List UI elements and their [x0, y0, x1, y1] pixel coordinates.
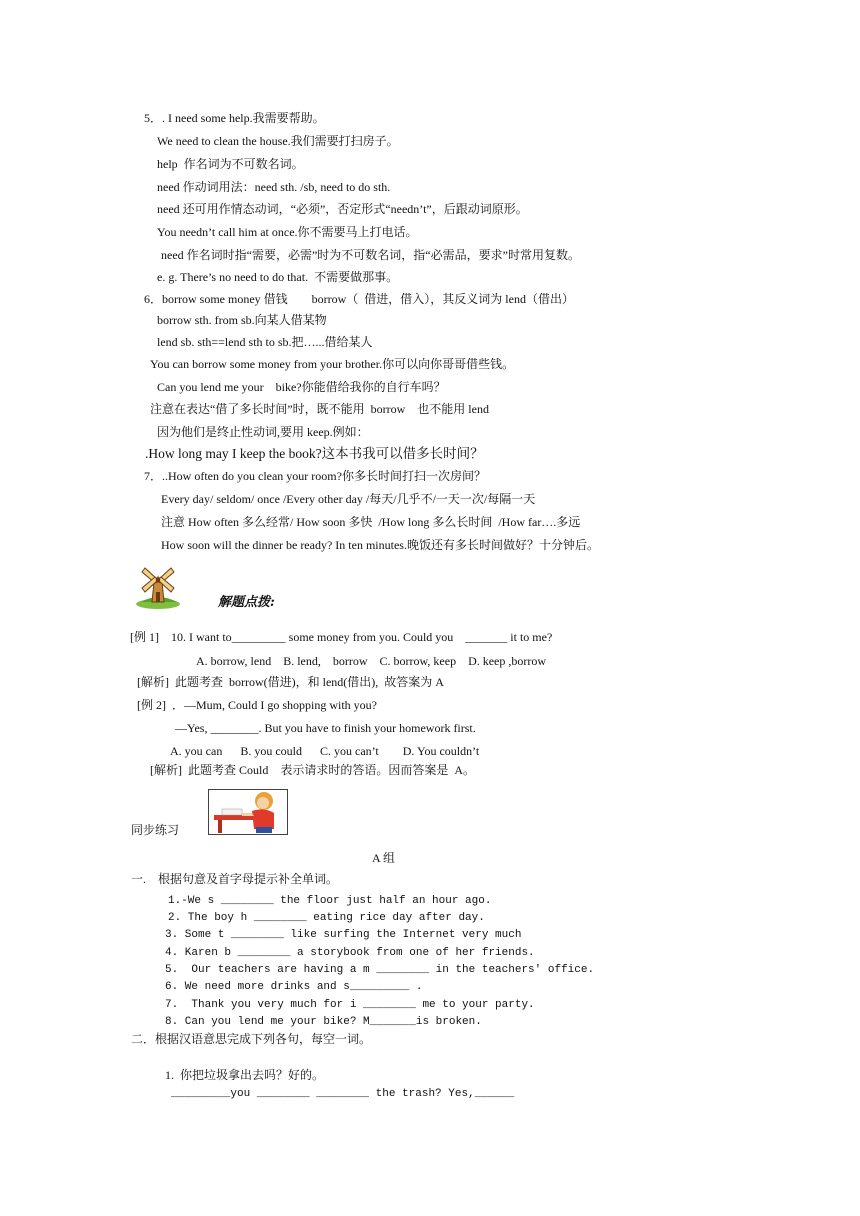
group-title: A 组 — [372, 851, 396, 865]
example-2-question: [例 2] ．—Mum, Could I go shopping with you? — [137, 698, 377, 712]
exercise-item: 4. Karen b ________ a storybook from one of her friends. — [165, 947, 535, 959]
note-line: need 作名词时指“需要，必需”时为不可数名词，指“必需品，要求”时常用复数。 — [161, 248, 580, 262]
note-line: 因为他们是终止性动词,要用 keep.例如： — [157, 425, 369, 439]
note-line: Can you lend me your bike?你能借给我你的自行车吗？ — [157, 380, 446, 394]
note-line: 注意 How often 多么经常/ How soon 多快 /How long 多么长时间 /How far….多远 — [161, 515, 581, 529]
note-line: borrow sth. from sb.向某人借某物 — [157, 313, 327, 327]
note-6-title: 6．borrow some money 借钱 borrow（ 借进，借入），其反义词为 lend（借出） — [144, 292, 574, 306]
note-line: need 作动词用法：need sth. /sb, need to do sth. — [157, 180, 391, 194]
exercise-item: 1.-We s ________ the floor just half an hour ago. — [168, 895, 492, 907]
translation-prompt: 1. 你把垃圾拿出去吗？好的。 — [165, 1068, 325, 1082]
note-line: .How long may I keep the book?这本书我可以借多长时间？ — [145, 446, 484, 461]
exercise-item: 8. Can you lend me your bike? M_______is broken. — [165, 1016, 482, 1028]
practice-label: 同步练习 — [131, 823, 180, 837]
translation-blanks: _________you ________ ________ the trash? Yes,______ — [171, 1088, 515, 1100]
note-line: We need to clean the house.我们需要打扫房子。 — [157, 134, 399, 148]
student-at-desk-picture — [208, 789, 288, 835]
exercise-item: 5. Our teachers are having a m ________ in the teachers' office. — [165, 964, 595, 976]
note-line: Every day/ seldom/ once /Every other day /每天/几乎不/一天一次/每隔一天 — [161, 492, 536, 506]
example-2-analysis: [解析] 此题考查 Could 表示请求时的答语。因而答案是 A。 — [150, 763, 475, 777]
exercise-item: 6. We need more drinks and s_________ . — [165, 981, 423, 993]
example-1-analysis: [解析] 此题考查 borrow(借进)，和 lend(借出), 故答案为 A — [137, 675, 444, 689]
note-line: need 还可用作情态动词，“必须”，否定形式“needn’t”，后跟动词原形。 — [157, 202, 528, 216]
note-line: help 作名词为不可数名词。 — [157, 157, 304, 171]
exercise-item: 3. Some t ________ like surfing the Internet very much — [165, 929, 522, 941]
exercise-item: 7. Thank you very much for i ________ me to your party. — [165, 999, 535, 1011]
note-line: How soon will the dinner be ready? In ten minutes.晚饭还有多长时间做好？十分钟后。 — [161, 538, 599, 552]
note-5-title: 5．. I need some help.我需要帮助。 — [144, 111, 325, 125]
note-7-title: 7．..How often do you clean your room?你多长时间打扫一次房间？ — [144, 469, 486, 483]
example-2-options: A. you can B. you could C. you can’t D. You couldn’t — [170, 744, 480, 758]
example-2-reply: —Yes, ________. But you have to finish your homework first. — [175, 721, 476, 735]
part-2-title: 二．根据汉语意思完成下列各句，每空一词。 — [131, 1032, 372, 1046]
exercise-item: 2. The boy h ________ eating rice day after day. — [168, 912, 485, 924]
note-line: You needn’t call him at once.你不需要马上打电话。 — [157, 225, 418, 239]
note-line: e. g. There’s no need to do that. 不需要做那事。 — [157, 270, 399, 284]
example-1-question: [例 1] 10. I want to_________ some money from you. Could you _______ it to me? — [130, 630, 553, 644]
section-heading: 解题点拨: — [218, 595, 275, 610]
example-1-options: A. borrow, lend B. lend, borrow C. borrow, keep D. keep ,borrow — [196, 654, 547, 668]
note-line: You can borrow some money from your brother.你可以向你哥哥借些钱。 — [150, 357, 515, 371]
note-line: 注意在表达“借了多长时间”时，既不能用 borrow 也不能用 lend — [150, 402, 489, 416]
part-1-title: 一. 根据句意及首字母提示补全单词。 — [131, 872, 339, 886]
windmill-icon — [133, 562, 183, 610]
note-line: lend sb. sth==lend sth to sb.把…...借给某人 — [157, 335, 373, 349]
